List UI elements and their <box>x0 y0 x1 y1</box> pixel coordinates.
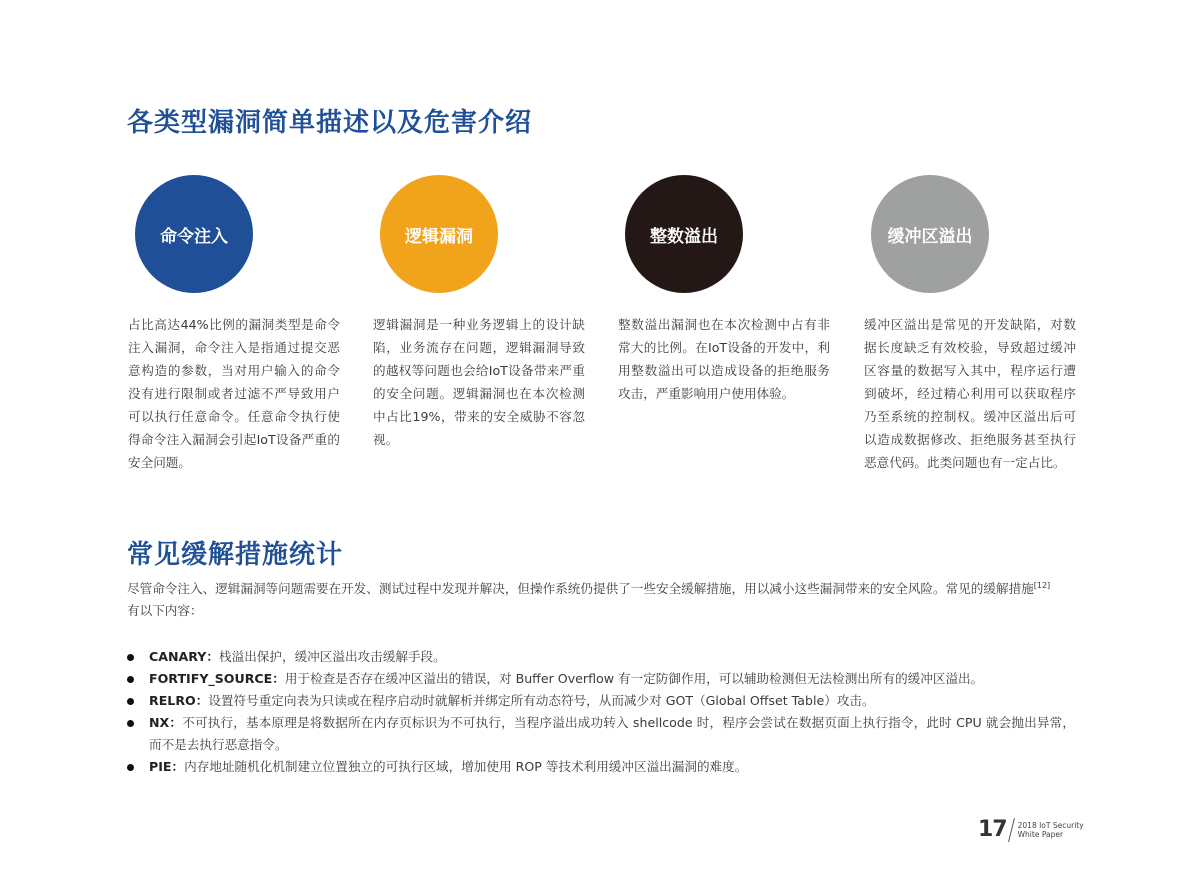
intro-tail: 有以下内容： <box>127 603 203 618</box>
mitigation-text: 不可执行，基本原理是将数据所在内存页标识为不可执行，当程序溢出成功转入 shellcode 时，程序会尝试在数据页面上执行指令，此时 CPU 就会抛出异常，而不是去执行恶意指令。 <box>149 715 1076 752</box>
vuln-card-integer-overflow <box>618 175 853 405</box>
mitigation-text: 设置符号重定向表为只读或在程序启动时就解析并绑定所有动态符号，从而减少对 GOT（Global Offset Table）攻击。 <box>208 693 875 708</box>
mitigation-item-relro <box>125 690 1075 712</box>
section-title-mitigations: 常见缓解措施统计 <box>127 540 344 570</box>
vuln-circle-buffer-overflow <box>871 175 989 293</box>
footer-line-2: White Paper <box>1017 829 1064 839</box>
mitigation-text: 栈溢出保护，缓冲区溢出攻击缓解手段。 <box>219 649 446 664</box>
vuln-name: 整数溢出 <box>650 226 718 247</box>
mitigation-item-nx <box>125 712 1075 756</box>
mitigation-text: 用于检查是否存在缓冲区溢出的错误，对 Buffer Overflow 有一定防御作用，可以辅助检测但无法检测出所有的缓冲区溢出。 <box>284 671 984 686</box>
page-footer <box>978 817 1084 842</box>
mitigations-intro <box>127 578 1077 622</box>
vuln-description: 占比高达44%比例的漏洞类型是命令注入漏洞，命令注入是指通过提交恶意构造的参数，当对用户输入的命令没有进行限制或者过滤不严导致用户可以执行任意命令。任意命令执行使得命令注入漏洞会引起IoT设备严重的安全问题。 <box>128 317 340 470</box>
vuln-card-logic-flaw <box>373 175 608 451</box>
footer-divider <box>1008 818 1015 842</box>
bullet-icon <box>127 676 134 683</box>
mitigation-list <box>125 646 1075 778</box>
vuln-card-buffer-overflow <box>864 175 1099 474</box>
vuln-name: 缓冲区溢出 <box>887 226 973 247</box>
mitigation-term: CANARY： <box>149 649 219 664</box>
bullet-icon <box>127 654 134 661</box>
vuln-circle-command-injection <box>135 175 253 293</box>
vuln-description: 整数溢出漏洞也在本次检测中占有非常大的比例。在IoT设备的开发中，利用整数溢出可以造成设备的拒绝服务攻击，严重影响用户使用体验。 <box>618 317 830 401</box>
bullet-icon <box>127 698 134 705</box>
vuln-circle-logic-flaw <box>380 175 498 293</box>
vuln-name: 逻辑漏洞 <box>405 226 473 247</box>
mitigation-item-canary <box>125 646 1075 668</box>
vuln-name: 命令注入 <box>160 226 228 247</box>
mitigation-term: RELRO： <box>149 693 209 708</box>
footer-line-1: 2018 IoT Security <box>1017 820 1084 830</box>
bullet-icon <box>127 720 134 727</box>
page-number: 17 <box>978 817 1007 842</box>
mitigation-item-fortify-source <box>125 668 1075 690</box>
bullet-icon <box>127 764 134 771</box>
reference-marker: [12] <box>1033 581 1051 590</box>
mitigation-term: NX： <box>149 715 183 730</box>
vuln-description: 逻辑漏洞是一种业务逻辑上的设计缺陷，业务流存在问题，逻辑漏洞导致的越权等问题也会给IoT设备带来严重的安全问题。逻辑漏洞也在本次检测中占比19%，带来的安全威胁不容忽视。 <box>373 317 585 447</box>
mitigation-term: PIE： <box>149 759 185 774</box>
mitigation-term: FORTIFY_SOURCE： <box>149 671 285 686</box>
intro-text: 尽管命令注入、逻辑漏洞等问题需要在开发、测试过程中发现并解决，但操作系统仍提供了一些安全缓解措施，用以减小这些漏洞带来的安全风险。常见的缓解措施 <box>127 581 1034 596</box>
mitigation-text: 内存地址随机化机制建立位置独立的可执行区域，增加使用 ROP 等技术利用缓冲区溢出漏洞的难度。 <box>184 759 748 774</box>
vuln-circle-integer-overflow <box>625 175 743 293</box>
mitigation-item-pie <box>125 756 1075 778</box>
vuln-card-command-injection <box>128 175 363 474</box>
vuln-description: 缓冲区溢出是常见的开发缺陷，对数据长度缺乏有效校验，导致超过缓冲区容量的数据写入其中，程序运行遭到破坏，经过精心利用可以获取程序乃至系统的控制权。缓冲区溢出后可以造成数据修改、拒绝服务甚至执行恶意代码。此类问题也有一定占比。 <box>864 317 1076 470</box>
footer-publication <box>1018 821 1084 839</box>
section-title-vulnerabilities: 各类型漏洞简单描述以及危害介绍 <box>127 108 533 138</box>
